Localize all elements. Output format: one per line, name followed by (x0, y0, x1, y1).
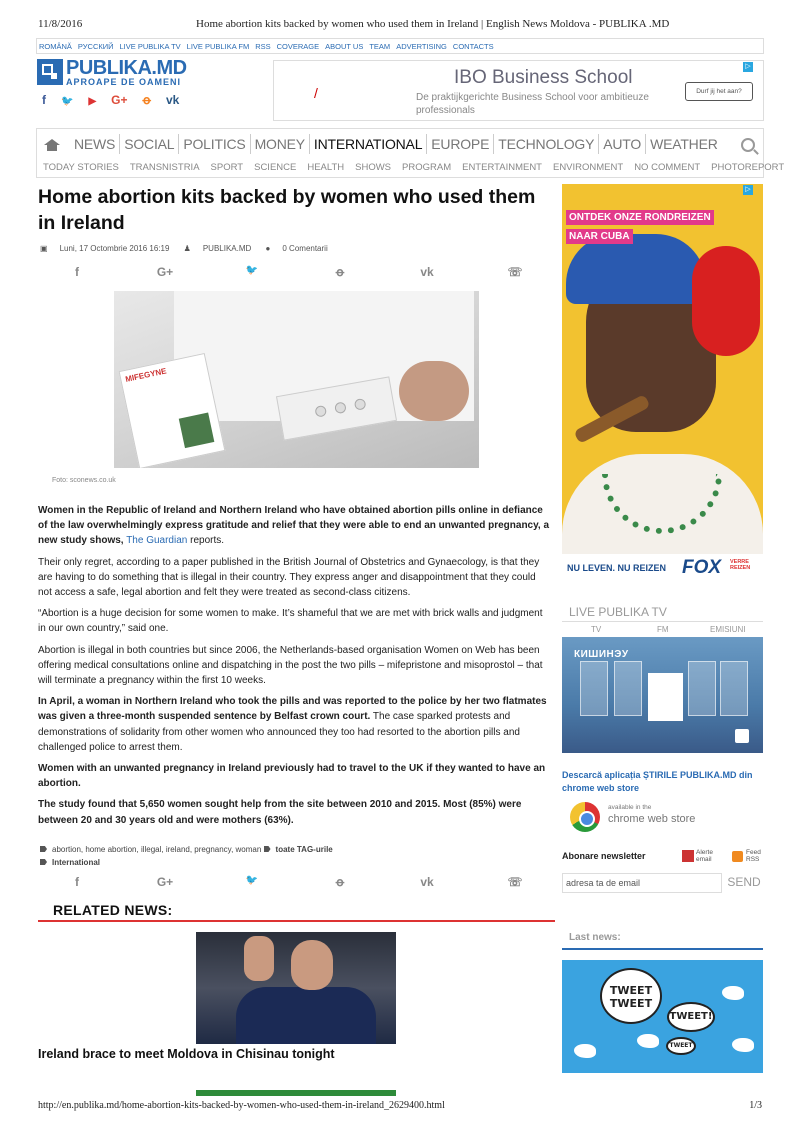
live-tv-heading[interactable]: LIVE PUBLIKA TV (569, 605, 667, 619)
paragraph-4: Abortion is illegal in both countries but since 2006, the Netherlands-based organisation Women on Web has been offering medical consultations online and dispatching in the post the two pills – mifepristone and misoprostol – that will terminate a pregnancy within the first 10 weeks. (38, 644, 543, 687)
facebook-icon[interactable]: f (42, 93, 46, 107)
tab-tv[interactable]: TV (591, 625, 602, 634)
newsletter-email-input[interactable]: adresa ta de email (562, 873, 722, 893)
odnoklassniki-icon[interactable]: ꝋ (142, 93, 151, 107)
related-news-image-2[interactable] (196, 1090, 396, 1096)
paragraph-7: The study found that 5,650 women sought help from the site between 2010 and 2015. Most (85%) were between 20 and 30 years old and were mothers (63%). (38, 799, 522, 826)
topbar-link-contacts[interactable]: CONTACTS (452, 42, 494, 51)
nav-item-europe[interactable]: EUROPE (427, 134, 494, 154)
newsletter-send-button[interactable]: SEND (727, 875, 761, 889)
nav-item-politics[interactable]: POLITICS (179, 134, 250, 154)
subnav-sport[interactable]: SPORT (210, 162, 244, 173)
twitter-icon[interactable]: 🐦 (61, 96, 74, 107)
bird-icon (722, 986, 744, 1000)
app-promo-link[interactable]: Descarcă aplicația ȘTIRILE PUBLIKA.MD din chrome web store (562, 770, 753, 793)
search-icon[interactable] (741, 138, 755, 152)
ad-line-2: NAAR CUBA (566, 229, 633, 244)
vk-icon[interactable]: vk (165, 93, 180, 107)
nav-item-international[interactable]: INTERNATIONAL (310, 134, 427, 154)
odnoklassniki-icon[interactable]: ꝋ (335, 265, 345, 279)
ad-logo-slash: / (314, 85, 318, 101)
nav-item-weather[interactable]: WEATHER (650, 136, 718, 152)
ad-line-1: ONTDEK ONZE RONDREIZEN (566, 210, 714, 225)
article-author[interactable]: PUBLIKA.MD (202, 244, 252, 253)
tweet-bubble-2: TWEET! (667, 1002, 715, 1032)
chrome-store-badge[interactable]: available in the chrome web store (570, 800, 700, 832)
google-plus-icon[interactable]: G+ (111, 93, 128, 107)
youtube-icon[interactable]: ▶ (88, 96, 97, 107)
paragraph-5: In April, a woman in Northern Ireland who took the pills and was reported to the police by her two flatmates was given a three-month suspended sentence by Belfast crown court. The case sparked protests and demonstrations of solidarity from other women who announced they too had resorted to the abortion pills and challenged police to arrest them. (38, 696, 547, 753)
article-meta (40, 244, 340, 253)
email-alert-label[interactable]: Alerte email (696, 849, 713, 863)
odnoklassniki-icon[interactable]: ꝋ (335, 875, 345, 889)
nav-item-technology[interactable]: TECHNOLOGY (494, 134, 599, 154)
related-news-header (38, 902, 555, 922)
topbar-link-coverage[interactable]: COVERAGE (276, 42, 320, 51)
nav-item-auto[interactable]: AUTO (599, 134, 646, 154)
tweet-bubble-1: TWEET TWEET (600, 968, 662, 1024)
print-title: Home abortion kits backed by women who used them in Ireland | English News Moldova - PUBLIKA .MD (196, 18, 670, 30)
subnav-health[interactable]: HEALTH (307, 162, 345, 173)
social-links (42, 93, 194, 107)
fullscreen-icon[interactable] (735, 729, 749, 743)
article-body (38, 503, 550, 834)
guardian-link[interactable]: The Guardian (126, 535, 188, 547)
subnav-environment[interactable]: ENVIRONMENT (552, 162, 624, 173)
nav-sub-menu (43, 162, 795, 173)
paragraph-6: Women with an unwanted pregnancy in Ireland previously had to travel to the UK if they wanted to have an abortion. (38, 763, 546, 790)
last-news-heading: Last news: (569, 932, 621, 943)
adchoices-icon[interactable]: ▷ (743, 62, 753, 72)
tag-list[interactable]: abortion, home abortion, illegal, ireland, pregnancy, woman (52, 845, 262, 854)
logo-name: PUBLIKA.MD (66, 57, 187, 79)
topbar-link-live-tv[interactable]: LIVE PUBLIKA TV (119, 42, 181, 51)
topbar-link-romana[interactable]: ROMÂNĂ (39, 42, 72, 51)
article-title: Home abortion kits backed by women who used them in Ireland (38, 186, 536, 234)
vk-icon[interactable]: vk (420, 875, 434, 889)
last-news-header (562, 930, 763, 950)
subnav-transnistria[interactable]: TRANSNISTRIA (129, 162, 200, 173)
paragraph-2: Their only regret, according to a paper published in the British Journal of Obstetrics and Gynaecology, is that they are having to do something that is illegal in their country. They express anger and disappointment that they could not access a safe, legal abortion and felt they were treated as second-class citizens. (38, 556, 540, 599)
live-screen-text: КИШИНЭУ (574, 649, 629, 660)
tag-icon (40, 859, 47, 865)
facebook-icon[interactable]: f (75, 265, 79, 279)
newsletter-header (562, 844, 763, 869)
whatsapp-icon[interactable]: ☏ (507, 875, 523, 889)
topbar-link-russian[interactable]: РУССКИЙ (77, 42, 114, 51)
bird-icon (574, 1044, 596, 1058)
email-alert-icon[interactable] (682, 850, 694, 862)
tab-emisiuni[interactable]: EMISIUNI (710, 625, 746, 634)
subnav-program[interactable]: PROGRAM (402, 162, 452, 173)
nav-main-menu (70, 134, 722, 154)
twitter-icon[interactable]: 🐦 (245, 875, 259, 886)
print-date: 11/8/2016 (38, 18, 83, 30)
share-bar-top (40, 265, 555, 287)
rss-label[interactable]: Feed RSS (746, 849, 761, 863)
share-bar-bottom (40, 875, 555, 897)
live-tv-player[interactable] (562, 637, 763, 753)
ad-footer (562, 554, 763, 584)
subnav-no-comment[interactable]: NO COMMENT (634, 162, 701, 173)
article-date: Luni, 17 Octombrie 2016 16:19 (59, 244, 170, 253)
paragraph-1: Women in the Republic of Ireland and Northern Ireland who have obtained abortion pills online in defiance of the law overwhelmingly express gratitude and relief that they were able to end an unwanted pregnancy, a new study shows, The Guardian reports. (38, 505, 550, 547)
subnav-entertainment[interactable]: ENTERTAINMENT (462, 162, 542, 173)
ad-text: De praktijkgerichte Business School voor ambitieuze professionals (416, 92, 649, 116)
logo-slogan: APROAPE DE OAMENI (66, 77, 182, 87)
twitter-icon[interactable]: 🐦 (245, 265, 259, 276)
calendar-icon: ▣ (40, 244, 48, 253)
article-photo (114, 291, 479, 468)
top-links-bar (36, 38, 764, 54)
tab-fm[interactable]: FM (657, 625, 669, 634)
home-icon[interactable] (44, 139, 60, 151)
site-logo[interactable] (37, 59, 203, 91)
facebook-icon[interactable]: f (75, 875, 79, 889)
google-plus-icon[interactable]: G+ (156, 875, 174, 889)
topbar-link-rss[interactable]: RSS (255, 42, 271, 51)
topbar-link-live-fm[interactable]: LIVE PUBLIKA FM (186, 42, 250, 51)
ad-cta-button[interactable]: Durf jij het aan? (685, 82, 753, 101)
last-news-image[interactable] (562, 960, 763, 1073)
ad-footer-slogan: NU LEVEN. NU REIZEN (567, 563, 667, 573)
ad-brand-sub: VERRE REIZEN (730, 559, 751, 571)
whatsapp-icon[interactable]: ☏ (507, 265, 523, 279)
print-page-number: 1/3 (749, 1100, 762, 1111)
vk-icon[interactable]: vk (420, 265, 434, 279)
photo-caption: Foto: sconews.co.uk (52, 477, 116, 484)
top-banner-ad[interactable] (273, 60, 764, 121)
topbar-link-team[interactable]: TEAM (369, 42, 391, 51)
google-plus-icon[interactable]: G+ (156, 265, 174, 279)
article-comments[interactable]: 0 Comentarii (282, 244, 328, 253)
related-news-image[interactable] (196, 932, 396, 1044)
adchoices-icon[interactable]: ▷ (743, 185, 753, 195)
related-news-title[interactable]: Ireland brace to meet Moldova in Chisinau tonight (38, 1047, 335, 1061)
related-news-heading: RELATED NEWS: (53, 902, 173, 918)
tag-icon (40, 846, 47, 852)
comment-icon: ● (265, 244, 271, 253)
nav-item-money[interactable]: MONEY (251, 134, 310, 154)
subnav-photoreport[interactable]: PHOTOREPORT (711, 162, 785, 173)
nav-item-social[interactable]: SOCIAL (120, 134, 179, 154)
all-tags-link[interactable]: toate TAG-urile (275, 845, 333, 854)
subnav-today-stories[interactable]: TODAY STORIES (43, 162, 119, 173)
nav-item-news[interactable]: NEWS (70, 134, 120, 154)
article-tags (40, 843, 552, 869)
rss-icon[interactable] (732, 851, 743, 862)
ad-headline: IBO Business School (454, 67, 633, 88)
subnav-shows[interactable]: SHOWS (355, 162, 392, 173)
sidebar-ad[interactable] (562, 184, 763, 584)
bird-icon (637, 1034, 659, 1048)
tweet-bubble-3: TWEET (666, 1037, 696, 1055)
live-tv-header (562, 604, 763, 622)
user-icon: ♟ (183, 244, 191, 253)
bird-icon (732, 1038, 754, 1052)
topbar-link-advertising[interactable]: ADVERTISING (396, 42, 447, 51)
chrome-icon (570, 802, 600, 832)
topbar-link-about[interactable]: ABOUT US (325, 42, 364, 51)
category-link[interactable]: International (52, 858, 101, 867)
main-navigation (36, 128, 785, 178)
tag-icon (264, 846, 271, 852)
paragraph-3: “Abortion is a huge decision for some women to make. It’s shameful that we are met with brick walls and judgment in our own country,” said one. (38, 608, 543, 635)
print-url: http://en.publika.md/home-abortion-kits-backed-by-women-who-used-them-in-ireland_2629400.html (38, 1100, 445, 1111)
newsletter-title: Abonare newsletter (562, 851, 646, 861)
logo-mark-icon (37, 59, 63, 85)
pill-box-label: MIFEGYNE (124, 366, 168, 384)
subnav-science[interactable]: SCIENCE (254, 162, 297, 173)
ad-brand: FOX (682, 557, 722, 578)
